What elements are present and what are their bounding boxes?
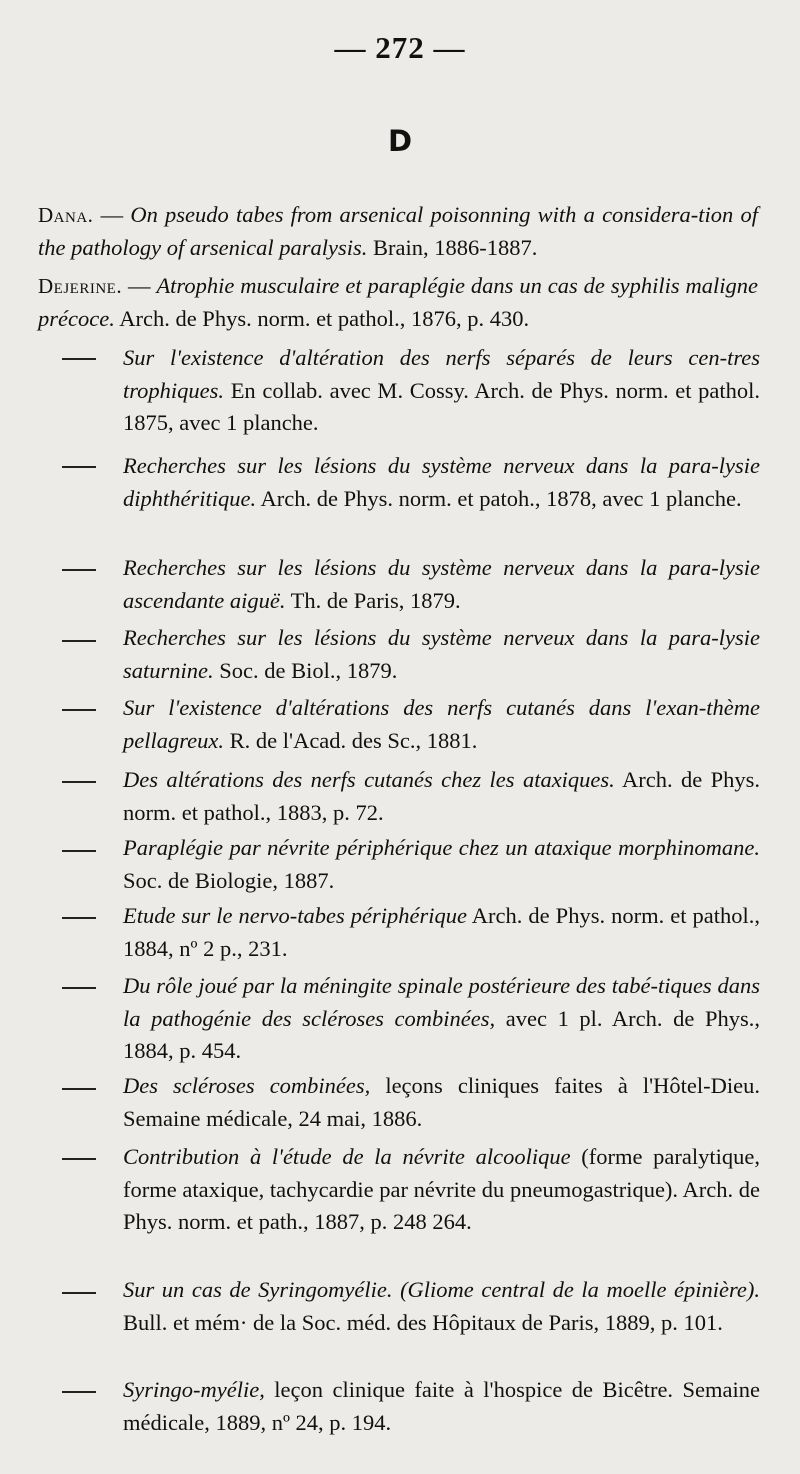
ditto-dash <box>62 1292 96 1294</box>
bibliography-entry <box>123 970 760 1068</box>
entry-reference: Arch. de Phys. norm. et pathol., 1876, p. 430. <box>114 305 530 331</box>
entry-title: Recherches sur les lésions du système nerveux dans la para-lysie saturnine. <box>123 625 760 683</box>
entry-author: Dejerine. <box>38 274 123 298</box>
ditto-dash <box>62 917 96 919</box>
bibliography-entry <box>123 552 760 617</box>
bibliography-entry <box>123 1141 760 1239</box>
bibliography-entry <box>123 692 760 757</box>
ditto-dash <box>62 1088 96 1090</box>
ditto-dash <box>62 358 96 360</box>
entry-author: Dana. <box>38 203 94 227</box>
entry-title: Recherches sur les lésions du système nerveux dans la para-lysie diphthéritique. <box>123 453 760 511</box>
ditto-dash <box>62 640 96 642</box>
entry-reference: Bull. et mém· de la Soc. méd. des Hôpitaux de Paris, 1889, p. 101. <box>123 1309 723 1335</box>
entry-reference: R. de l'Acad. des Sc., 1881. <box>224 727 478 753</box>
entry-title: Atrophie musculaire et paraplégie dans un cas de syphilis maligne précoce. <box>38 273 758 331</box>
ditto-dash <box>62 569 96 571</box>
bibliography-entry <box>123 342 760 440</box>
entry-reference: (forme paralytique, forme ataxique, tachycardie par névrite du pneumogastrique). Arch. de Phys. norm. et path., 1887, p. 248 264. <box>123 1144 761 1234</box>
entry-reference: Soc. de Biol., 1879. <box>213 657 398 683</box>
entry-title: Sur l'existence d'altération des nerfs séparés de leurs cen-tres trophiques. <box>123 345 760 403</box>
bibliography-entry <box>38 270 758 335</box>
bibliography-entry <box>123 1274 760 1339</box>
entry-title: Du rôle joué par la méningite spinale postérieure des tabé-tiques dans la pathogénie des scléroses combinées, <box>123 973 760 1031</box>
entry-reference: leçons cliniques faites à l'Hôtel-Dieu. Semaine médicale, 24 mai, 1886. <box>123 1073 761 1131</box>
entry-reference: avec 1 pl. Arch. de Phys., 1884, p. 454. <box>123 1005 760 1063</box>
entry-reference: Arch. de Phys. norm. et pathol., 1884, nº 2 p., 231. <box>123 903 760 961</box>
ditto-dash <box>62 781 96 783</box>
ditto-dash <box>62 1158 96 1160</box>
ditto-dash <box>62 987 96 989</box>
entry-title: Syringo-myélie, <box>123 1377 265 1402</box>
bibliography-entry <box>123 764 760 829</box>
entry-reference: Soc. de Biologie, 1887. <box>123 867 335 893</box>
bibliography-entry <box>123 450 760 515</box>
entry-title: Contribution à l'étude de la névrite alcoolique <box>123 1144 571 1169</box>
entry-reference: Th. de Paris, 1879. <box>285 587 461 613</box>
entry-reference: leçon clinique faite à l'hospice de Bicêtre. Semaine médicale, 1889, nº 24, p. 194. <box>123 1377 760 1435</box>
ditto-dash <box>62 466 96 468</box>
entry-reference: Arch. de Phys. norm. et patoh., 1878, avec 1 planche. <box>256 485 742 511</box>
bibliography-entry <box>123 1374 760 1439</box>
section-letter: D <box>387 124 413 158</box>
entry-separator: — <box>122 273 157 298</box>
entry-title: Etude sur le nervo-tabes périphérique <box>123 903 468 928</box>
bibliography-entry <box>123 900 760 965</box>
entry-title: Des altérations des nerfs cutanés chez les ataxiques. <box>123 767 615 792</box>
bibliography-entry <box>38 199 758 264</box>
bibliography-entry <box>123 1070 760 1135</box>
ditto-dash <box>62 1391 96 1393</box>
entry-title: On pseudo tabes from arsenical poisonning with a considera-tion of the pathology of arsenical paralysis. <box>38 202 759 260</box>
bibliography-entry <box>123 832 760 897</box>
entry-title: Paraplégie par névrite périphérique chez un ataxique morphinomane. <box>123 835 760 860</box>
entry-title: Des scléroses combinées, <box>123 1073 371 1098</box>
entry-separator: — <box>93 202 131 227</box>
ditto-dash <box>62 850 96 852</box>
entry-title: Sur un cas de Syringomyélie. (Gliome central de la moelle épinière). <box>123 1277 760 1302</box>
entry-reference: Arch. de Phys. norm. et pathol., 1883, p. 72. <box>123 767 760 825</box>
entry-reference: En collab. avec M. Cossy. Arch. de Phys. norm. et pathol. 1875, avec 1 planche. <box>123 377 760 435</box>
entry-reference: Brain, 1886-1887. <box>367 234 538 260</box>
bibliography-entry <box>123 622 760 687</box>
page-number: — 272 — <box>334 30 466 65</box>
ditto-dash <box>62 709 96 711</box>
entry-title: Recherches sur les lésions du système nerveux dans la para-lysie ascendante aiguë. <box>123 555 760 613</box>
entry-title: Sur l'existence d'altérations des nerfs cutanés dans l'exan-thème pellagreux. <box>123 695 760 753</box>
